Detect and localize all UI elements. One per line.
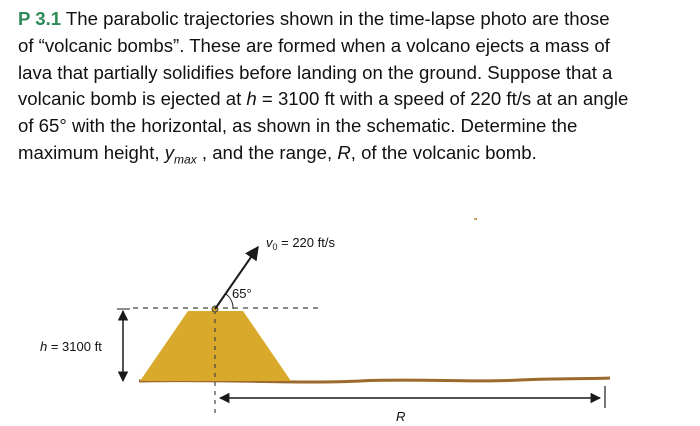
range-label: R [396,409,406,424]
height-label: h = 3100 ft [40,339,102,354]
problem-line-5: of 65° with the horizontal, as shown in the schematic. Determine the [18,115,578,137]
velocity-label: $v_0 = 220$ ft/s [266,235,335,252]
angle-label: 65° [232,286,252,301]
problem-line-6: maximum height, $y_{max}$ , and the range, R, of the volcanic bomb. [18,141,537,167]
problem-line-3: lava that partially solidifies before landing on the ground. Suppose that a [18,61,613,83]
speck-mark [474,218,477,220]
problem-number: P 3.1 [18,8,62,29]
problem-line-4: volcanic bomb is ejected at h = 3100 ft with a speed of 220 ft/s at an angle [18,88,629,110]
problem-line-1: P 3.1 The parabolic trajectories shown in the time-lapse photo are those [18,8,610,29]
problem-line-2: of “volcanic bombs”. These are formed when a volcano ejects a mass of [18,34,610,56]
